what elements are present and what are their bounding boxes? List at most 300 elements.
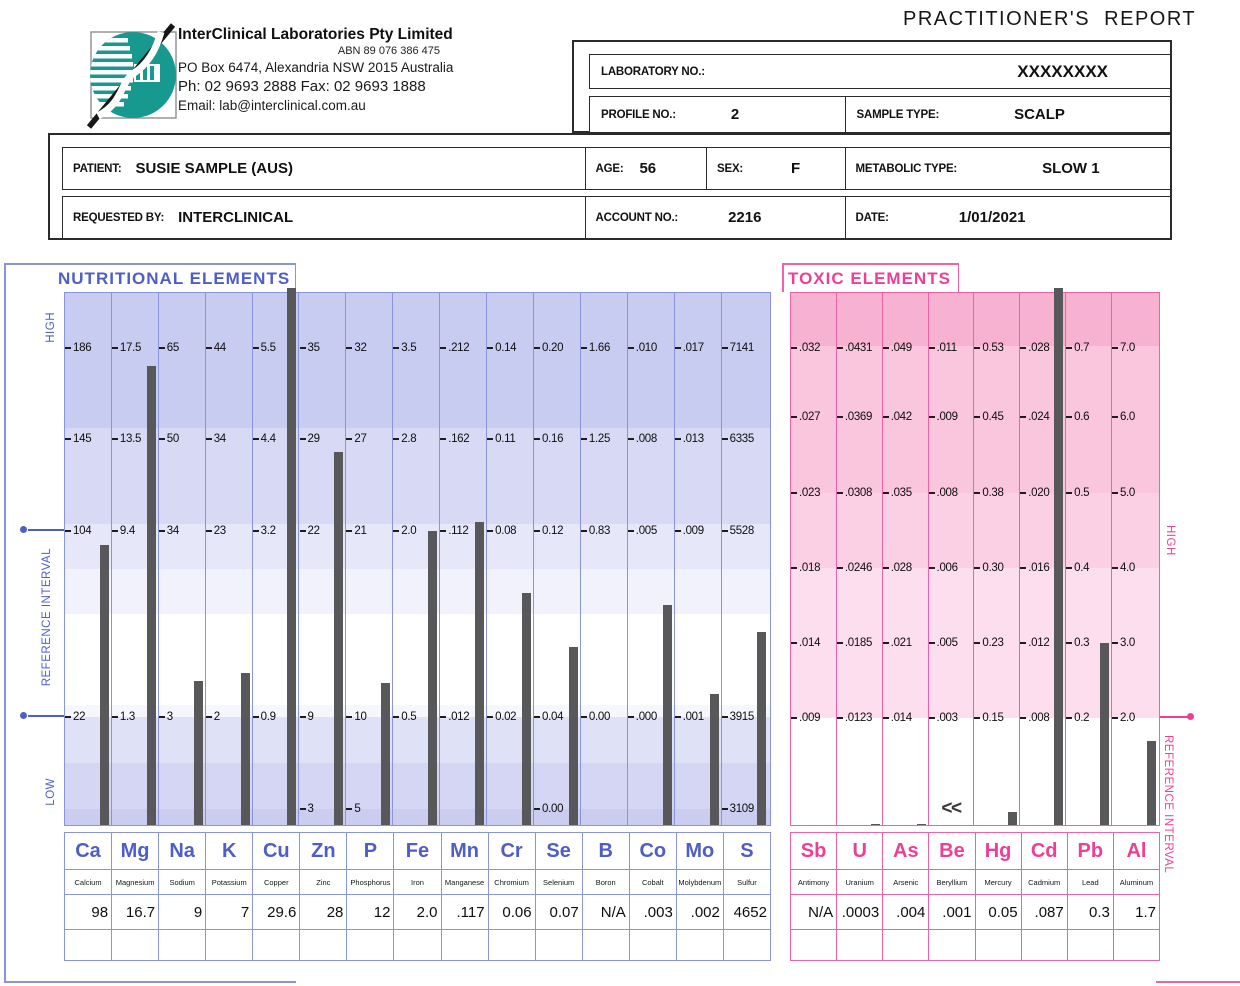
column-hg — [974, 293, 1020, 825]
result-bar-u — [871, 824, 880, 825]
tick-label: 0.02 — [495, 711, 517, 723]
result-bar-mg — [147, 366, 156, 825]
tick-label: 0.45 — [982, 411, 1004, 423]
laboratory-no-label: LABORATORY NO.: — [601, 65, 705, 78]
tick-label: 3.5 — [401, 342, 417, 354]
tick-dash — [440, 716, 446, 718]
tick-dash — [791, 567, 797, 569]
tick-dash — [883, 492, 889, 494]
tick-dash — [791, 717, 797, 719]
tick-dash — [675, 716, 681, 718]
nutritional-high-label: HIGH — [45, 312, 57, 343]
tick-label: .032 — [799, 342, 821, 354]
name-na: Sodium — [159, 870, 206, 894]
tick-dash — [675, 530, 681, 532]
tick-dash — [440, 438, 446, 440]
value-cu: 29.6 — [253, 895, 300, 929]
tick-label: .017 — [682, 342, 704, 354]
tick-label: .009 — [936, 411, 958, 423]
column-na — [159, 293, 206, 825]
profile-no-label: PROFILE NO.: — [601, 108, 676, 121]
tick-dash — [253, 347, 259, 349]
toxic-reference-dot — [1187, 713, 1194, 720]
tick-label: .020 — [1028, 487, 1050, 499]
tick-dash — [1112, 642, 1118, 644]
metabolic-type-label: METABOLIC TYPE: — [855, 162, 958, 175]
metabolic-type-value: SLOW 1 — [1042, 160, 1100, 177]
column-cu — [253, 293, 300, 825]
tick-label: 0.6 — [1074, 411, 1090, 423]
tick-dash — [791, 492, 797, 494]
tick-label: 0.5 — [1074, 487, 1090, 499]
result-bar-s — [757, 632, 766, 825]
value-fe: 2.0 — [394, 895, 441, 929]
tick-dash — [837, 416, 843, 418]
date-label: DATE: — [855, 211, 889, 224]
nutritional-reference-lower-dot — [20, 712, 27, 719]
tick-label: 3109 — [729, 803, 754, 815]
tick-label: 3.0 — [1119, 637, 1136, 649]
laboratory-no-box — [589, 54, 1171, 89]
tick-label: 0.16 — [542, 433, 564, 445]
name-cd: Cadmium — [1022, 870, 1068, 894]
tick-label: 0.4 — [1074, 562, 1090, 574]
tick-dash — [1066, 717, 1072, 719]
tick-label: 0.5 — [401, 711, 417, 723]
value-mo: .002 — [677, 895, 724, 929]
value-al: 1.7 — [1135, 903, 1156, 921]
tick-dash — [300, 530, 306, 532]
tick-label: .0369 — [844, 411, 873, 423]
tick-dash — [346, 808, 352, 810]
tick-dash — [487, 530, 493, 532]
table-row-value — [791, 895, 1159, 930]
column-zn — [300, 293, 347, 825]
column-b — [581, 293, 628, 825]
value-ca: 98 — [65, 895, 112, 929]
table-row-empty — [65, 930, 770, 960]
tick-dash — [929, 717, 935, 719]
value-sb: N/A — [791, 895, 837, 929]
tick-dash — [722, 716, 728, 718]
column-pb — [1066, 293, 1112, 825]
empty-cell-fe — [394, 930, 441, 960]
tick-label: 0.08 — [495, 525, 517, 537]
result-bar-fe — [428, 531, 437, 825]
tick-dash — [1066, 347, 1072, 349]
company-block — [178, 26, 478, 113]
table-row-symbol — [65, 833, 770, 870]
tick-label: 22 — [307, 525, 320, 537]
tick-dash — [581, 716, 587, 718]
tick-label: .001 — [682, 711, 704, 723]
tick-label: 32 — [354, 342, 367, 354]
tick-dash — [581, 438, 587, 440]
tick-dash — [112, 530, 118, 532]
tick-dash — [300, 438, 306, 440]
symbol-na: Na — [159, 833, 206, 869]
name-se: Selenium — [536, 870, 583, 894]
tick-dash — [393, 530, 399, 532]
tick-label: 50 — [166, 433, 179, 445]
tick-dash — [791, 416, 797, 418]
tick-label: 65 — [166, 342, 179, 354]
tick-dash — [346, 716, 352, 718]
value-s: 4652 — [733, 903, 767, 921]
tick-dash — [112, 347, 118, 349]
tick-dash — [883, 642, 889, 644]
report-title: PRACTITIONER'S REPORT — [903, 8, 1197, 30]
age-value: 56 — [639, 160, 657, 177]
tick-label: 6.0 — [1119, 411, 1136, 423]
tick-dash — [581, 530, 587, 532]
tick-dash — [837, 347, 843, 349]
name-cr: Chromium — [489, 870, 536, 894]
tick-label: 5.5 — [260, 342, 276, 354]
company-name: InterClinical Laboratories Pty Limited — [178, 26, 453, 43]
value-b: N/A — [583, 895, 630, 929]
tick-label: .012 — [1028, 637, 1050, 649]
result-bar-cd — [1054, 288, 1063, 825]
tick-dash — [206, 438, 212, 440]
tick-dash — [929, 416, 935, 418]
empty-cell-mo — [677, 930, 724, 960]
empty-cell-co — [630, 930, 677, 960]
column-k — [206, 293, 253, 825]
symbol-cu: Cu — [253, 833, 300, 869]
column-s — [722, 293, 769, 825]
tick-dash — [206, 530, 212, 532]
empty-cell-al — [1114, 930, 1159, 960]
tick-label: 10 — [354, 711, 367, 723]
tick-dash — [1020, 717, 1026, 719]
tick-label: 44 — [213, 342, 226, 354]
sample-type-label: SAMPLE TYPE: — [856, 108, 940, 121]
company-address: PO Box 6474, Alexandria NSW 2015 Australia — [178, 60, 454, 75]
toxic-frame-left-line — [782, 263, 784, 292]
symbol-k: K — [206, 833, 253, 869]
empty-cell-as — [883, 930, 929, 960]
tick-dash — [791, 347, 797, 349]
tick-label: 34 — [166, 525, 179, 537]
symbol-b: B — [583, 833, 630, 869]
tick-label: .010 — [635, 342, 657, 354]
patient-value: SUSIE SAMPLE (AUS) — [135, 160, 293, 177]
empty-cell-zn — [300, 930, 347, 960]
result-bar-mn — [475, 522, 484, 825]
symbol-mn: Mn — [442, 833, 489, 869]
tick-dash — [487, 716, 493, 718]
tick-dash — [974, 642, 980, 644]
empty-cell-be — [929, 930, 975, 960]
column-mo — [675, 293, 722, 825]
age-label: AGE: — [595, 162, 624, 175]
column-be — [929, 293, 975, 825]
tick-label: 0.9 — [260, 711, 276, 723]
column-mn — [440, 293, 487, 825]
toxic-reference-line — [1160, 716, 1188, 718]
column-cr — [487, 293, 534, 825]
nutritional-frame-left-line — [4, 263, 6, 982]
tick-label: 2.8 — [401, 433, 417, 445]
tick-dash — [1066, 567, 1072, 569]
column-co — [628, 293, 675, 825]
tick-dash — [534, 530, 540, 532]
result-bar-cr — [522, 593, 531, 825]
toxic-elements-title: TOXIC ELEMENTS — [788, 269, 951, 288]
sex-label: SEX: — [717, 162, 744, 175]
name-al: Aluminum — [1119, 877, 1154, 887]
tick-dash — [1066, 642, 1072, 644]
tick-label: 9.4 — [119, 525, 135, 537]
tick-label: .008 — [1028, 712, 1050, 724]
tick-label: 0.7 — [1074, 342, 1090, 354]
date-value: 1/01/2021 — [958, 209, 1026, 226]
tick-label: .018 — [799, 562, 821, 574]
empty-cell-mg — [112, 930, 159, 960]
empty-cell-sb — [791, 930, 837, 960]
toxic-elements-chart — [790, 292, 1160, 826]
tick-dash — [206, 716, 212, 718]
value-cr: 0.06 — [489, 895, 536, 929]
toxic-reference-interval-label: REFERENCE INTERVAL — [1162, 735, 1174, 874]
empty-cell-b — [583, 930, 630, 960]
tick-label: .0123 — [844, 712, 873, 724]
result-bar-as — [917, 824, 926, 825]
value-p: 12 — [347, 895, 394, 929]
tick-label: .008 — [635, 433, 657, 445]
empty-cell-pb — [1068, 930, 1114, 960]
result-bar-hg — [1008, 812, 1017, 825]
tick-dash — [253, 530, 259, 532]
tick-label: 0.04 — [542, 711, 564, 723]
tick-label: .016 — [1028, 562, 1050, 574]
toxic-elements-table — [790, 832, 1160, 961]
tick-label: .005 — [936, 637, 958, 649]
tick-dash — [675, 347, 681, 349]
value-co: .003 — [630, 895, 677, 929]
name-sb: Antimony — [791, 870, 837, 894]
tick-label: 22 — [73, 711, 86, 723]
tick-label: 1.3 — [119, 711, 135, 723]
symbol-as: As — [883, 833, 929, 869]
value-pb: 0.3 — [1068, 895, 1114, 929]
result-bar-p — [381, 683, 390, 825]
column-as — [883, 293, 929, 825]
company-phone-fax: Ph: 02 9693 2888 Fax: 02 9693 1888 — [178, 78, 426, 95]
tick-dash — [974, 492, 980, 494]
tick-dash — [1112, 347, 1118, 349]
tick-label: .023 — [799, 487, 821, 499]
tick-label: 7.0 — [1119, 342, 1136, 354]
below-detection-marker-be: << — [941, 798, 961, 819]
empty-cell-cd — [1022, 930, 1068, 960]
tick-label: 2.0 — [401, 525, 417, 537]
name-k: Potassium — [206, 870, 253, 894]
tick-dash — [1112, 567, 1118, 569]
toxic-frame-bottom-line — [1156, 981, 1240, 983]
tick-label: 0.2 — [1074, 712, 1090, 724]
tick-label: 1.25 — [588, 433, 611, 445]
tick-label: 0.15 — [982, 712, 1004, 724]
name-mg: Magnesium — [112, 870, 159, 894]
tick-dash — [393, 347, 399, 349]
tick-dash — [1020, 567, 1026, 569]
tick-label: 29 — [307, 433, 320, 445]
value-zn: 28 — [300, 895, 347, 929]
tick-dash — [791, 642, 797, 644]
tick-dash — [206, 347, 212, 349]
account-no-box — [585, 196, 847, 239]
requested-by-value: INTERCLINICAL — [178, 209, 294, 226]
tick-label: 3915 — [729, 711, 754, 723]
tick-label: 0.11 — [495, 433, 516, 445]
tick-dash — [1066, 416, 1072, 418]
tick-label: 4.4 — [260, 433, 276, 445]
tick-label: .027 — [799, 411, 821, 423]
empty-cell-p — [347, 930, 394, 960]
age-box — [585, 147, 708, 190]
result-bar-k — [241, 673, 250, 825]
tick-label: 0.53 — [982, 342, 1004, 354]
result-bar-mo — [710, 694, 719, 825]
tick-dash — [65, 530, 71, 532]
name-mo: Molybdenum — [677, 870, 724, 894]
tick-label: .028 — [890, 562, 912, 574]
tick-dash — [300, 808, 306, 810]
tick-label: .028 — [1028, 342, 1050, 354]
name-be: Beryllium — [929, 870, 975, 894]
tick-dash — [837, 717, 843, 719]
tick-label: .005 — [635, 525, 657, 537]
value-u: .0003 — [837, 895, 883, 929]
empty-cell-ca — [65, 930, 112, 960]
name-s: Sulfur — [737, 877, 757, 887]
tick-dash — [1112, 717, 1118, 719]
sex-value: F — [791, 160, 801, 177]
symbol-u: U — [837, 833, 883, 869]
tick-label: 23 — [213, 525, 226, 537]
tick-dash — [393, 716, 399, 718]
tick-dash — [1020, 492, 1026, 494]
symbol-sb: Sb — [791, 833, 837, 869]
tick-dash — [253, 716, 259, 718]
name-pb: Lead — [1068, 870, 1114, 894]
symbol-fe: Fe — [394, 833, 441, 869]
result-bar-zn — [334, 452, 343, 825]
table-row-symbol — [791, 833, 1159, 870]
tick-dash — [393, 438, 399, 440]
tick-dash — [883, 717, 889, 719]
tick-dash — [929, 567, 935, 569]
name-as: Arsenic — [883, 870, 929, 894]
tick-dash — [1066, 492, 1072, 494]
name-fe: Iron — [394, 870, 441, 894]
tick-label: 5.0 — [1119, 487, 1136, 499]
tick-label: 17.5 — [119, 342, 142, 354]
tick-dash — [65, 347, 71, 349]
tick-label: 2.0 — [1119, 712, 1136, 724]
tick-label: 1.66 — [588, 342, 611, 354]
tick-dash — [534, 438, 540, 440]
tick-dash — [159, 716, 165, 718]
tick-dash — [837, 492, 843, 494]
tick-dash — [883, 347, 889, 349]
tick-dash — [487, 438, 493, 440]
result-bar-se — [569, 647, 578, 825]
tick-label: 186 — [73, 342, 92, 354]
name-zn: Zinc — [300, 870, 347, 894]
tick-dash — [722, 530, 728, 532]
symbol-s: S — [740, 839, 754, 862]
tick-dash — [112, 716, 118, 718]
tick-label: 9 — [307, 711, 314, 723]
name-u: Uranium — [837, 870, 883, 894]
value-na: 9 — [159, 895, 206, 929]
date-box — [845, 196, 1171, 239]
column-cd — [1020, 293, 1066, 825]
symbol-pb: Pb — [1068, 833, 1114, 869]
value-mg: 16.7 — [112, 895, 159, 929]
tick-dash — [346, 438, 352, 440]
tick-label: .013 — [682, 433, 704, 445]
tick-label: 0.12 — [542, 525, 564, 537]
tick-label: 0.30 — [982, 562, 1004, 574]
tick-dash — [1112, 416, 1118, 418]
nutritional-low-label: LOW — [45, 778, 57, 806]
tick-dash — [534, 716, 540, 718]
tick-dash — [346, 347, 352, 349]
tick-dash — [300, 716, 306, 718]
tick-dash — [487, 347, 493, 349]
tick-label: .212 — [448, 342, 470, 354]
nutritional-frame-top-line — [4, 263, 296, 265]
sample-type-box — [845, 96, 1171, 133]
tick-label: 27 — [354, 433, 367, 445]
tick-label: .049 — [890, 342, 912, 354]
tick-dash — [722, 808, 728, 810]
symbol-hg: Hg — [976, 833, 1022, 869]
tick-dash — [628, 530, 634, 532]
column-p — [346, 293, 393, 825]
nutritional-elements-chart — [64, 292, 771, 826]
tick-label: 104 — [73, 525, 92, 537]
tick-label: .024 — [1028, 411, 1050, 423]
table-row-name — [65, 870, 770, 895]
column-sb — [791, 293, 837, 825]
requested-by-label: REQUESTED BY: — [73, 211, 165, 224]
tick-label: .014 — [799, 637, 821, 649]
tick-label: 3.2 — [260, 525, 276, 537]
result-bar-pb — [1100, 643, 1109, 825]
empty-cell-k — [206, 930, 253, 960]
tick-label: 21 — [354, 525, 367, 537]
tick-label: .021 — [890, 637, 912, 649]
account-no-label: ACCOUNT NO.: — [595, 211, 679, 224]
value-hg: 0.05 — [976, 895, 1022, 929]
nutritional-elements-table — [64, 832, 771, 961]
tick-label: 145 — [73, 433, 92, 445]
result-bar-ca — [100, 545, 109, 825]
empty-cell-na — [159, 930, 206, 960]
column-u — [837, 293, 883, 825]
tick-label: .003 — [936, 712, 958, 724]
tick-label: 2 — [213, 711, 220, 723]
column-ca — [65, 293, 112, 825]
metabolic-type-box — [845, 147, 1171, 190]
tick-label: .014 — [890, 712, 912, 724]
result-bar-al — [1147, 741, 1156, 826]
